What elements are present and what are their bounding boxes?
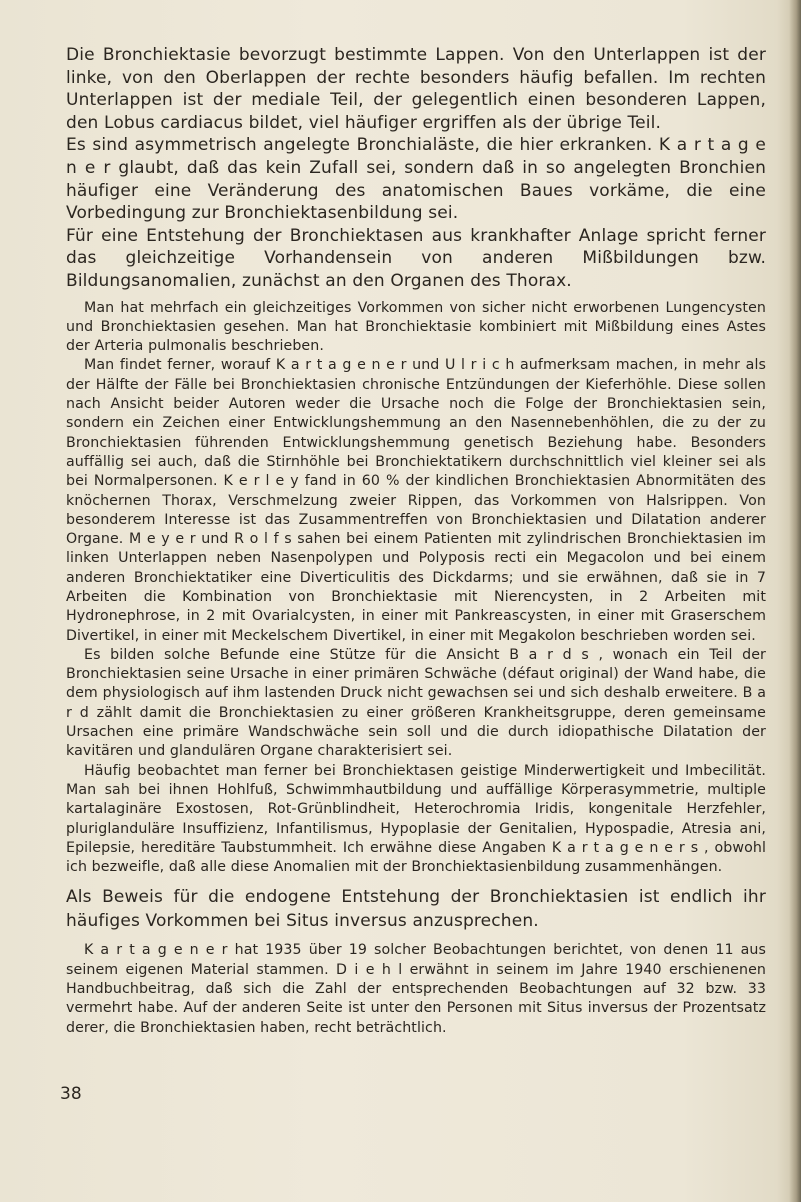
paragraph-lung-cysts: Man hat mehrfach ein gleichzeitiges Vorkommen von sicher nicht erworbenen Lungencysten und Bronchiektasien gesehen. Man hat Bronchiektasie kombiniert mit Mißbildung eines Astes der Arteria pulmonalis beschrieben. <box>66 299 766 355</box>
page-edge-shadow <box>789 0 801 1202</box>
paragraph-kartagener-observations: K a r t a g e n e r hat 1935 über 19 solcher Beobachtungen berichtet, von denen 11 aus seinem eigenen Material stammen. D i e h l erwähnt in seinem im Jahre 1940 erschienenen Handbuchbeitrag, daß sich die Zahl der entsprechenden Beobachtungen auf 32 bzw. 33 vermehrt habe. Auf der anderen Seite ist unter den Personen mit Situs inversus der Prozentsatz derer, die Bronchiektasien haben, recht beträchtlich. <box>66 942 766 1036</box>
paragraph-sinusitis: Man findet ferner, worauf K a r t a g e n e r und U l r i c h aufmerksam machen, in mehr als der Hälfte der Fälle bei Bronchiektasien chronische Entzündungen der Kieferhöhle. Diese sollen nach Ansicht beider Autoren weder die Ursache noch die Folge der Bronchiektasien sein, sondern ein Zeichen einer Entwicklungshemmung an den Nasennebenhöhlen, die zu der zu Bronchiektasien führenden Entwicklungshemmung genetisch Beziehung habe. Besonders auffällig sei auch, daß die Stirnhöhle bei Bronchiektatikern durchschnittlich viel kleiner sei als bei Normalpersonen. K e r l e y fand in 60 % der kindlichen Bronchiektasien Abnormitäten des knöchernen Thorax, Verschmelzung zweier Rippen, das Vorkommen von Halsrippen. Von besonderem Interesse ist das Zusammentreffen von Bronchiektasien und Dilatation anderer Organe. M e y e r und R o l f s sahen bei einem Patienten mit zylindrischen Bronchiektasien im linken Unterlappen neben Nasenpolypen und Polyposis recti ein Megacolon und bei einem anderen Bronchiektatiker eine Diverticulitis des Dickdarms; und sie erwähnen, daß sie in 7 Arbeiten die Kombination von Bronchiektasie mit Nierencysten, in 2 Arbeiten mit Hydronephrose, in 2 mit Ovarialcysten, in einer mit Pankreascysten, in einer mit Graserschem Divertikel, in einer mit Meckelschem Divertikel, in einer mit Megakolon beschrieben worden sei. <box>66 357 766 644</box>
page-number: 38 <box>60 1084 82 1104</box>
paragraph-bard: Es bilden solche Befunde eine Stütze für die Ansicht B a r d s , wonach ein Teil der Bronchiektasien seine Ursache in einer primären Schwäche (défaut original) der Wand habe, die dem physiologisch auf ihm lastenden Druck nicht gewachsen sei und sich deshalb erweitere. B a r d zählt damit die Bronchiektasien zu einer größeren Krankheitsgruppe, deren gemeinsame Ursachen eine primäre Wandschwäche sein soll und die durch idiopathische Dilatation der kavitären und glandulären Organe charakterisiert sei. <box>66 646 766 760</box>
paragraph-lobes: Die Bronchiektasie bevorzugt bestimmte Lappen. Von den Unterlappen ist der linke, von den Oberlappen der rechte besonders häufig befallen. Im rechten Unterlappen ist der mediale Teil, der gelegentlich einen besonderen Lappen, den Lobus cardiacus bildet, viel häufiger ergriffen als der übrige Teil. <box>66 45 766 133</box>
paragraph-anomalies: Häufig beobachtet man ferner bei Bronchiektasen geistige Minderwertigkeit und Imbecilität. Man sah bei ihnen Hohlfuß, Schwimmhautbildung und auffällige Körperasymmetrie, multiple kartalaginäre Exostosen, Rot-Grünblindheit, Heterochromia Iridis, kongenitale Herzfehler, pluriglanduläre Insuffizienz, Infantilismus, Hypoplasie der Genitalien, Hypospadie, Atresia ani, Epilepsie, hereditäre Taubstummheit. Ich erwähne diese Angaben K a r t a g e n e r s , obwohl ich bezweifle, daß alle diese Anomalien mit der Bronchiektasienbildung zusammenhängen. <box>66 762 766 876</box>
paragraph-asymmetric-branches: Es sind asymmetrisch angelegte Bronchialäste, die hier erkranken. K a r t a g e n e r glaubt, daß das kein Zufall sei, sondern daß in so angelegten Bronchien häufiger eine Veränderung des anatomischen Baues vorkäme, die eine Vorbedingung zur Bronchiektasenbildung sei. <box>66 135 766 224</box>
page-body <box>66 44 766 1038</box>
paragraph-situs-inversus: Als Beweis für die endogene Entstehung der Bronchiektasien ist endlich ihr häufiges Vorkommen bei Situs inversus anzusprechen. <box>66 887 766 932</box>
paragraph-malformations: Für eine Entstehung der Bronchiektasen aus krankhafter Anlage spricht ferner das gleichzeitige Vorhandensein von anderen Mißbildungen bzw. Bildungsanomalien, zunächst an den Organen des Thorax. <box>66 225 766 291</box>
